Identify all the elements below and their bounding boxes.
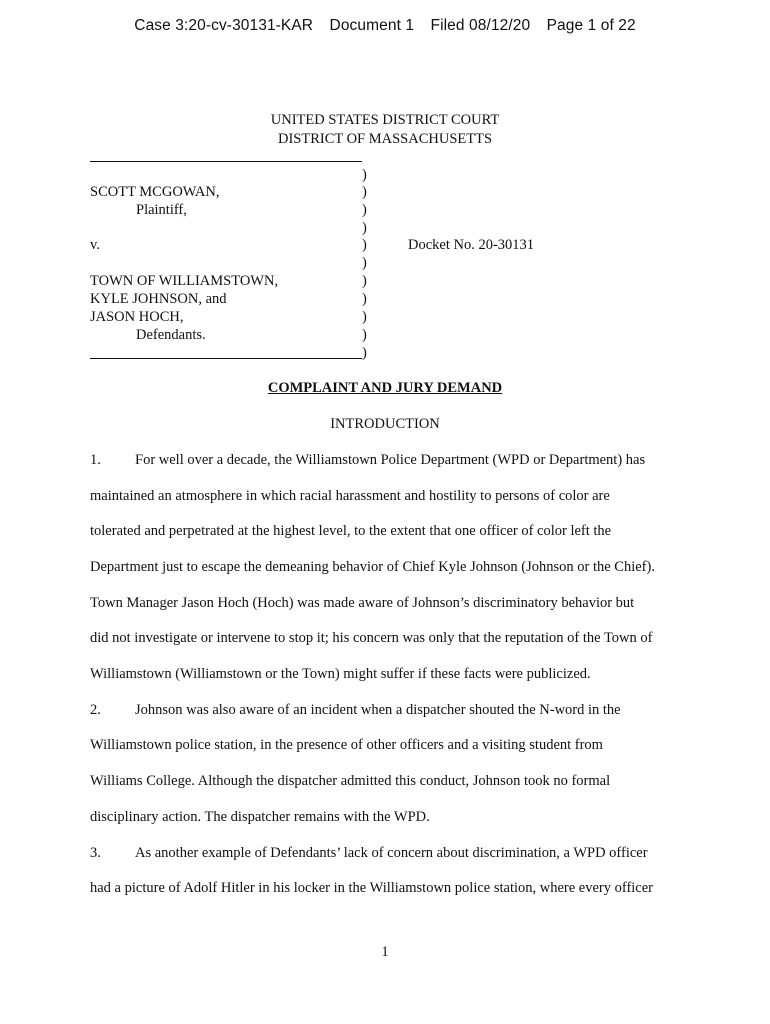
page-number: 1	[381, 944, 389, 960]
paragraph-line: did not investigate or intervene to stop it; his concern was only that the reputation of the Town of	[90, 630, 653, 646]
defendant-hoch: JASON HOCH,	[90, 309, 184, 325]
defendant-town: TOWN OF WILLIAMSTOWN,	[90, 273, 279, 289]
caption-paren: )	[362, 220, 367, 236]
paragraph-number: 3.	[90, 845, 101, 861]
caption-top-rule	[90, 161, 362, 162]
court-name: UNITED STATES DISTRICT COURT	[270, 112, 500, 128]
paragraph-line: Johnson was also aware of an incident when a dispatcher shouted the N-word in the	[135, 702, 621, 718]
filed-date: Filed 08/12/20	[430, 17, 531, 34]
defendant-role: Defendants.	[136, 327, 206, 343]
paragraph-line: disciplinary action. The dispatcher remains with the WPD.	[90, 809, 430, 825]
caption-paren: )	[362, 291, 367, 307]
paragraph-number: 2.	[90, 702, 101, 718]
caption-paren: )	[362, 309, 367, 325]
paragraph-line: Williamstown police station, in the presence of other officers and a visiting student from	[90, 737, 603, 753]
caption-paren: )	[362, 273, 367, 289]
section-heading: INTRODUCTION	[330, 416, 440, 432]
paragraph-line: maintained an atmosphere in which racial harassment and hostility to persons of color are	[90, 488, 610, 504]
caption-bottom-rule	[90, 358, 362, 359]
paragraph-line: Williams College. Although the dispatcher admitted this conduct, Johnson took no formal	[90, 773, 611, 789]
document-title: COMPLAINT AND JURY DEMAND	[267, 380, 503, 396]
caption-paren: )	[362, 345, 367, 361]
docket-number: Docket No. 20-30131	[408, 237, 535, 253]
paragraph-line: Town Manager Jason Hoch (Hoch) was made aware of Johnson’s discriminatory behavior but	[90, 595, 635, 611]
page-indicator: Page 1 of 22	[546, 17, 636, 34]
caption-paren: )	[362, 255, 367, 271]
plaintiff-name: SCOTT MCGOWAN,	[90, 184, 220, 200]
caption-paren: )	[362, 237, 367, 253]
paragraph-line: As another example of Defendants’ lack of concern about discrimination, a WPD officer	[135, 845, 648, 861]
versus: v.	[90, 237, 100, 253]
document-number: Document 1	[329, 17, 415, 34]
paragraph-line: Department just to escape the demeaning behavior of Chief Kyle Johnson (Johnson or the Chief).	[90, 559, 655, 575]
court-district: DISTRICT OF MASSACHUSETTS	[277, 131, 493, 147]
case-number: Case 3:20-cv-30131-KAR	[134, 17, 314, 34]
plaintiff-role: Plaintiff,	[136, 202, 187, 218]
paragraph-number: 1.	[90, 452, 101, 468]
case-header	[0, 17, 770, 35]
paragraph-line: tolerated and perpetrated at the highest level, to the extent that one officer of color left the	[90, 523, 612, 539]
caption-paren: )	[362, 184, 367, 200]
paragraph-line: Williamstown (Williamstown or the Town) might suffer if these facts were publicized.	[90, 666, 591, 682]
caption-paren: )	[362, 202, 367, 218]
defendant-johnson: KYLE JOHNSON, and	[90, 291, 227, 307]
caption-paren: )	[362, 167, 367, 183]
paragraph-line: had a picture of Adolf Hitler in his locker in the Williamstown police station, where every officer	[90, 880, 654, 896]
caption-paren: )	[362, 327, 367, 343]
paragraph-line: For well over a decade, the Williamstown Police Department (WPD or Department) has	[135, 452, 646, 468]
